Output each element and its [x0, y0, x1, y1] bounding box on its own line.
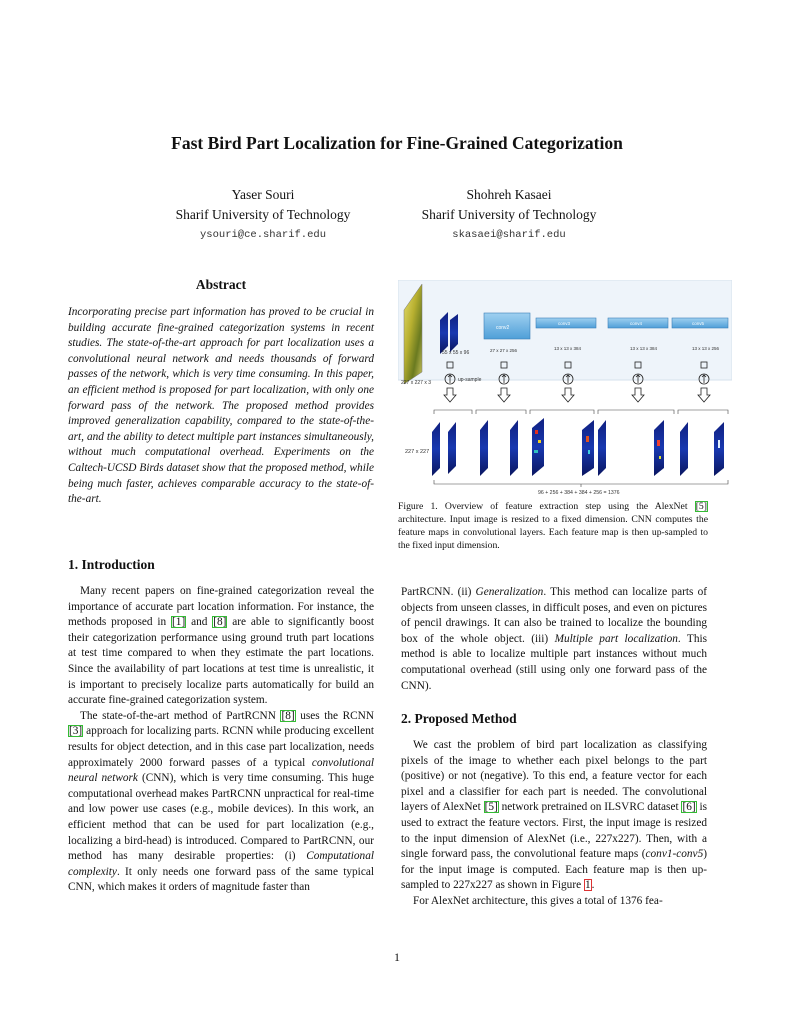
intro-body	[68, 584, 374, 896]
output-dims-label: 227 x 227	[405, 449, 430, 455]
author-block-1	[143, 185, 383, 245]
conv1-dims: 55 x 55 x 96	[442, 350, 470, 356]
figure-caption: Figure 1. Overview of feature extraction step using the AlexNet [5] architecture. Input image is resized to a fixed dimension. CNN computes the feature maps in convolutional layers. Each feature map is then up-sampled to the fixed input dimension.	[398, 501, 708, 551]
citation-link[interactable]: [8]	[213, 616, 227, 629]
intro-heading: 1. Introduction	[68, 557, 155, 572]
conv4-dims: 13 x 13 x 384	[630, 346, 658, 351]
citation-link[interactable]: [8]	[281, 709, 295, 722]
conv3-label: conv3	[558, 321, 571, 326]
conv5-label: conv5	[692, 321, 705, 326]
author-affiliation: Sharif University of Technology	[175, 207, 351, 222]
abstract-heading: Abstract	[195, 277, 247, 292]
right-column-continuation	[401, 585, 707, 694]
author-name: Yaser Souri	[231, 187, 295, 202]
intro-paragraph-1: Many recent papers on fine-grained categorization reveal the importance of accurate part location information. For instance, the methods proposed in [1] and [8] are able to significantly boost their categorization performance using ground truth part locations at test time compared to when they estimate the part locations. Since the availability of part locations at test time is unrealistic, it is important to precisely localize parts automatically for build an accurate fine-grained categorization system.	[68, 585, 374, 707]
author-affiliation: Sharif University of Technology	[421, 207, 597, 222]
author-email[interactable]: skasaei@sharif.edu	[452, 229, 566, 241]
conv4-label: conv4	[630, 321, 643, 326]
upsample-label: up-sample	[458, 377, 482, 383]
method-paragraph-2: For AlexNet architecture, this gives a total of 1376 fea-	[413, 894, 663, 907]
citation-link[interactable]: [6]	[682, 801, 696, 814]
author-email[interactable]: ysouri@ce.sharif.edu	[199, 229, 327, 241]
citation-link[interactable]: [5]	[695, 501, 707, 512]
total-feature-label: 96 + 256 + 384 + 384 + 256 = 1376	[538, 490, 620, 496]
intro-paragraph-2: The state-of-the-art method of PartRCNN [8] uses the RCNN [3] approach for localizing parts. RCNN while producing excellent results for object detection, and in this case part localization, needs approximately 2000 forward passes of a typical convolutional neural network (CNN), which is very time consuming. This huge computational overhead makes PartRCNN unpractical for real-time and low power use cases (e.g., mobile devices). In this work, an efficient method that can be used for part localization (e.g., localizing a bird-head) is introduced. Compared to PartRCNN, our method has many desirable properties: (i) Computational complexity. It only needs one forward pass of the same typical CNN, which makes it orders of magnitude faster than	[68, 709, 374, 894]
page-number: 1	[394, 950, 400, 964]
method-body	[401, 738, 707, 910]
figure-reference-link[interactable]: 1	[584, 879, 591, 892]
citation-link[interactable]: [5]	[484, 801, 498, 814]
paper-title: Fast Bird Part Localization for Fine-Grained Categorization	[171, 133, 623, 153]
continuation-paragraph: PartRCNN. (ii) Generalization. This method can localize parts of objects from unseen classes, in difficult poses, and even on pictures of pencil drawings. It can also be trained to localize the bounding box of the whole object. (iii) Multiple part localization. This method is able to localize multiple part instances without much computational overhead (still using only one forward pass of the CNN).	[401, 586, 708, 692]
author-name: Shohreh Kasaei	[466, 187, 552, 202]
author-block-2	[389, 185, 629, 245]
figure-1	[398, 280, 732, 496]
input-dims-label: 227 x 227 x 3	[401, 380, 432, 386]
citation-link[interactable]: [1]	[172, 616, 186, 629]
conv2-dims: 27 x 27 x 256	[490, 348, 518, 353]
citation-link[interactable]: [3]	[69, 725, 83, 738]
abstract-text: Incorporating precise part information has proved to be crucial in building accurate fine-grained categorization systems in recent studies. The state-of-the-art approach for part localization uses a convolutional neural network and needs thousands of forward passes of the network, which is very time consuming. In this paper, an efficient method is proposed for part localization, with only one forward pass of the network. The proposed method provides improved generalization capability, compared to the state-of-the-art, and the ability to detect multiple part instances simultaneously, without much computational overhead. Experiments on the Caltech-UCSD Birds dataset show that the proposed method, while being much faster, achieves comparable accuracy to the state-of-the-art.	[68, 306, 374, 506]
conv2-label: conv2	[496, 325, 510, 331]
method-paragraph-1: We cast the problem of bird part localization as classifying pixels of the image to whether each pixel belongs to the part (positive) or not (negative). To this end, a feature vector for each pixel and a classifier for each part is needed. The convolutional layers of AlexNet [5] network pretrained on ILSVRC dataset [6] is used to extract the feature vectors. First, the input image is resized to the input dimension of AlexNet (i.e., 227x227). Then, with a single forward pass, the convolutional feature maps (conv1-conv5) for the input image is computed. Each feature map is then up-sampled to 227x227 as shown in Figure 1.	[401, 739, 707, 892]
upsampled-feature-maps	[432, 418, 724, 476]
conv3-dims: 13 x 13 x 384	[554, 346, 582, 351]
method-heading: 2. Proposed Method	[401, 711, 517, 726]
conv5-dims: 13 x 13 x 256	[692, 346, 720, 351]
